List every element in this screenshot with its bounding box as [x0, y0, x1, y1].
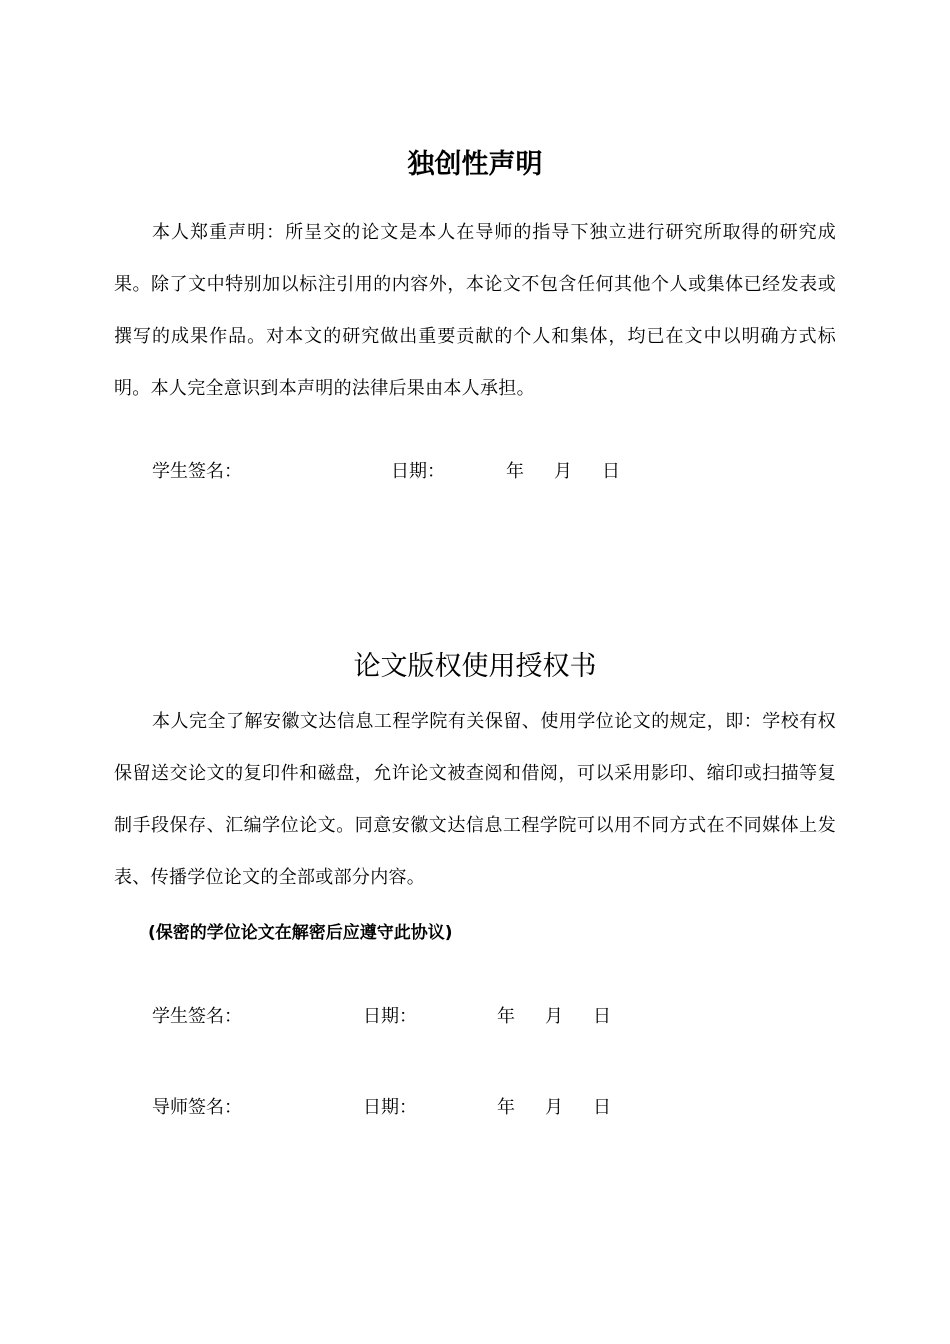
declaration-signature-row: [0, 459, 950, 485]
month-label: 月: [545, 1097, 563, 1118]
student-signature-row: [0, 1004, 950, 1030]
advisor-signature-label: 导师签名：: [152, 1097, 242, 1118]
declaration-body: 本人郑重声明：所呈交的论文是本人在导师的指导下独立进行研究所取得的研究成果。除了文中特别加以标注引用的内容外，本论文不包含任何其他个人或集体已经发表或撰写的成果作品。对本文的研究做出重要贡献的个人和集体，均已在文中以明确方式标明。本人完全意识到本声明的法律后果由本人承担。: [114, 222, 836, 399]
confidentiality-note: (保密的学位论文在解密后应遵守此协议): [148, 923, 453, 943]
month-label: 月: [545, 1006, 563, 1027]
authorization-body: 本人完全了解安徽文达信息工程学院有关保留、使用学位论文的规定，即：学校有权保留送交论文的复印件和磁盘，允许论文被查阅和借阅，可以采用影印、缩印或扫描等复制手段保存、汇编学位论文。同意安徽文达信息工程学院可以用不同方式在不同媒体上发表、传播学位论文的全部或部分内容。: [114, 711, 836, 888]
student-signature-label: 学生签名：: [152, 1006, 242, 1027]
year-label: 年: [506, 461, 524, 482]
month-label: 月: [554, 461, 572, 482]
day-label: 日: [602, 461, 620, 482]
year-label: 年: [497, 1097, 515, 1118]
authorization-title: 论文版权使用授权书: [353, 651, 597, 682]
date-label: 日期：: [363, 1097, 417, 1118]
day-label: 日: [593, 1006, 611, 1027]
date-label: 日期：: [363, 1006, 417, 1027]
day-label: 日: [593, 1097, 611, 1118]
advisor-signature-row: [0, 1095, 950, 1121]
date-label: 日期：: [391, 461, 445, 482]
declaration-title: 独创性声明: [407, 149, 543, 180]
student-signature-label: 学生签名：: [152, 461, 242, 482]
year-label: 年: [497, 1006, 515, 1027]
